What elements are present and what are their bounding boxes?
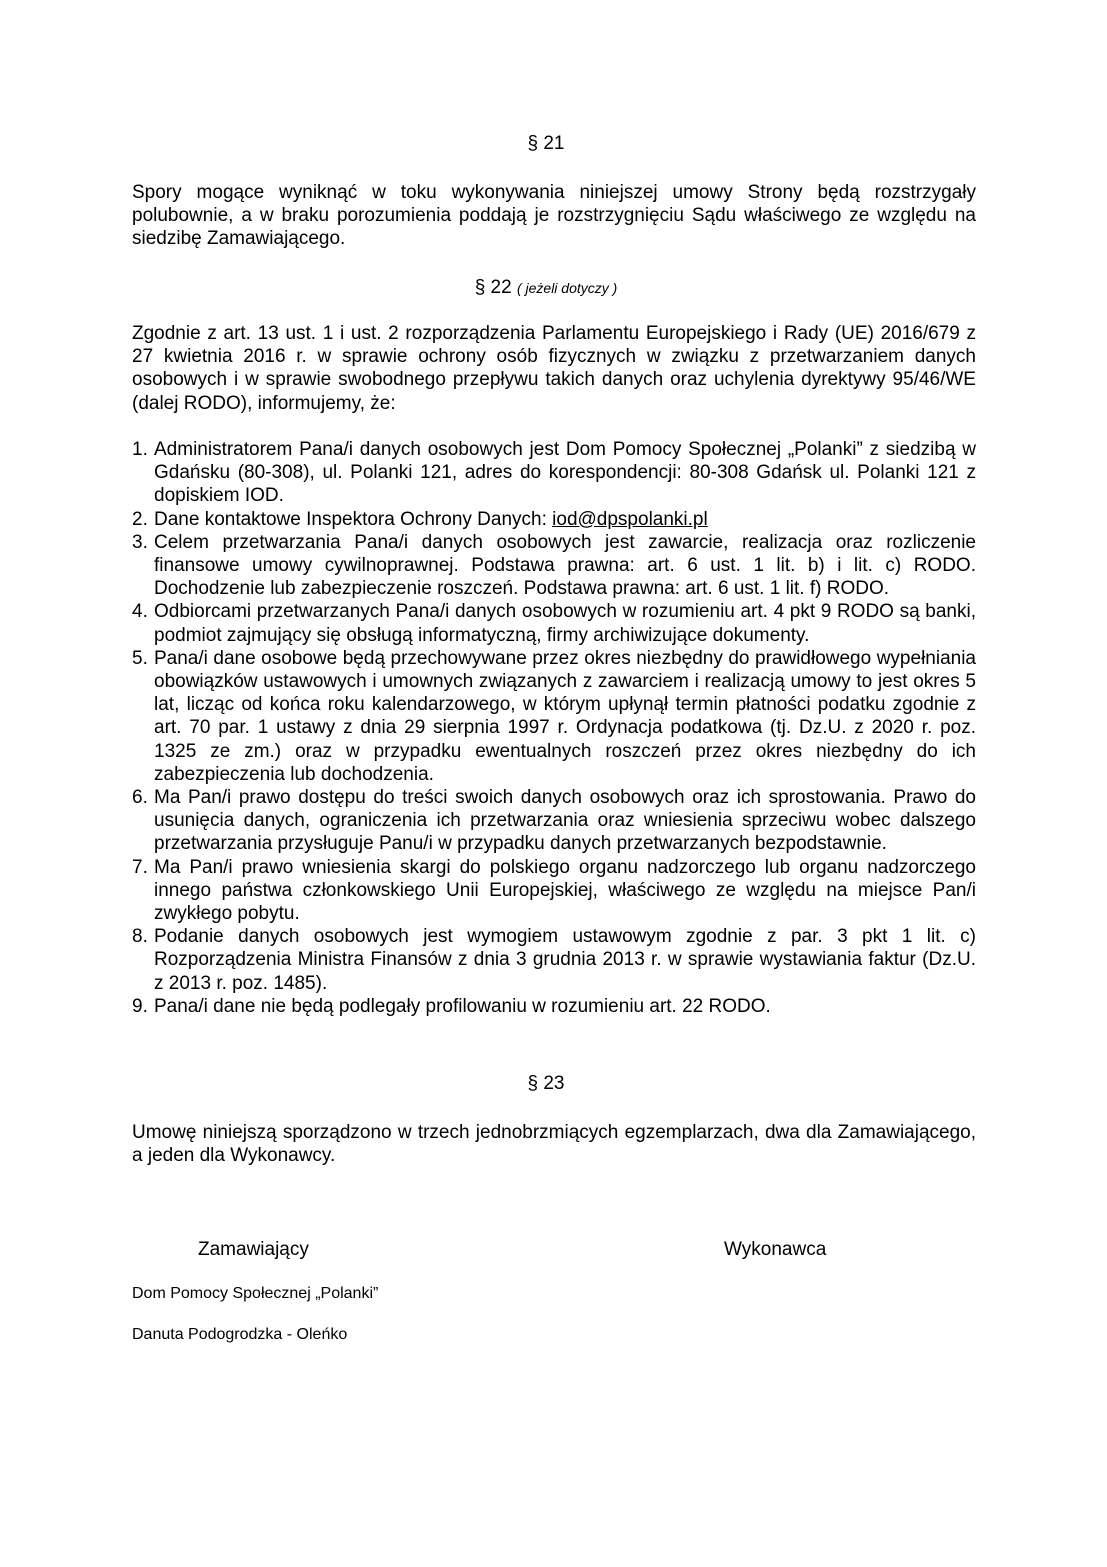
list-item-number: 2. xyxy=(132,508,148,530)
list-item xyxy=(132,647,976,786)
list-item-text: Celem przetwarzania Pana/i danych osobowych jest zawarcie, realizacja oraz rozliczenie finansowe umowy cywilnoprawnej. Podstawa prawna: art. 6 ust. 1 lit. b) i lit. c) RODO. Dochodzenie lub zabezpieczenie roszczeń. Podstawa prawna: art. 6 ust. 1 lit. f) RODO. xyxy=(154,531,976,600)
list-item-number: 6. xyxy=(132,787,148,809)
list-item-text: Pana/i dane nie będą podlegały profilowaniu w rozumieniu art. 22 RODO. xyxy=(154,995,771,1017)
list-item-text: Dane kontaktowe Inspektora Ochrony Danych: xyxy=(154,508,553,530)
rodo-info-list xyxy=(132,438,976,1018)
list-item-text: Pana/i dane osobowe będą przechowywane przez okres niezbędny do prawidłowego wypełniania obowiązków ustawowych i umownych związanych z zawarciem i realizacją umowy to jest okres 5 lat, licząc od końca roku kalendarzowego, w którym upłynął termin płatności podatku zgodnie z art. 70 par. 1 ustawy z dnia 29 sierpnia 1997 r. Ordynacja podatkowa (tj. Dz.U. z 2020 r. poz. 1325 ze zm.) oraz w przypadku ewentualnych roszczeń przez okres niezbędny do ich zabezpieczenia lub dochodzenia. xyxy=(154,647,976,785)
list-item xyxy=(132,995,976,1018)
section-22-heading xyxy=(0,276,1092,300)
list-item xyxy=(132,786,976,856)
section-22-note: ( jeżeli dotyczy ) xyxy=(516,280,618,296)
iod-email-link[interactable]: iod@dpspolanki.pl xyxy=(552,508,708,530)
section-21-text: Spory mogące wyniknąć w toku wykonywania niniejszej umowy Strony będą rozstrzygały polubownie, a w braku porozumienia poddają je rozstrzygnięciu Sądu właściwego ze względu na siedzibę Zamawiającego. xyxy=(132,182,976,250)
list-item-number: 4. xyxy=(132,601,148,623)
list-item-number: 3. xyxy=(132,531,148,553)
section-23-heading-text: § 23 xyxy=(527,1073,565,1094)
list-item-text: Odbiorcami przetwarzanych Pana/i danych osobowych w rozumieniu art. 4 pkt 9 RODO są banki, podmiot zajmujący się obsługą informatyczną, firmy archiwizujące dokumenty. xyxy=(154,601,976,646)
section-21-heading xyxy=(0,132,1092,156)
list-item xyxy=(132,925,976,995)
list-item-number: 1. xyxy=(132,439,148,460)
list-item-text: Ma Pan/i prawo dostępu do treści swoich danych osobowych oraz ich sprostowania. Prawo do usunięcia danych, ograniczenia ich przetwarzania oraz wniesienia sprzeciwu wobec dalszego przetwarzania przysługuje Panu/i w przypadku danych przetwarzanych bezpodstawnie. xyxy=(154,787,976,855)
section-23-text: Umowę niniejszą sporządzono w trzech jednobrzmiących egzemplarzach, dwa dla Zamawiającego, a jeden dla Wykonawcy. xyxy=(132,1122,976,1167)
list-item xyxy=(132,531,976,601)
signature-left-label: Zamawiający xyxy=(198,1239,309,1260)
list-item-number: 7. xyxy=(132,856,148,878)
list-item-text: Ma Pan/i prawo wniesienia skargi do polskiego organu nadzorczego lub organu nadzorczego innego państwa członkowskiego Unii Europejskiej, właściwego ze względu na miejsce Pan/i zwykłego pobytu. xyxy=(154,856,976,925)
signature-right-label: Wykonawca xyxy=(724,1239,827,1260)
list-item xyxy=(132,438,976,508)
organization-name: Dom Pomocy Społecznej „Polanki” xyxy=(132,1285,379,1302)
section-22-intro: Zgodnie z art. 13 ust. 1 i ust. 2 rozporządzenia Parlamentu Europejskiego i Rady (UE) 2016/679 z 27 kwietnia 2016 r. w sprawie ochrony osób fizycznych w związku z przetwarzaniem danych osobowych i w sprawie swobodnego przepływu takich danych oraz uchylenia dyrektywy 95/46/WE (dalej RODO), informujemy, że: xyxy=(132,323,976,414)
list-item-number: 8. xyxy=(132,926,148,948)
list-item-text: Administratorem Pana/i danych osobowych jest Dom Pomocy Społecznej „Polanki” z siedzibą w Gdańsku (80-308), ul. Polanki 121, adres do korespondencji: 80-308 Gdańsk ul. Polanki 121 z dopiskiem IOD. xyxy=(154,439,976,507)
section-21-heading-text: § 21 xyxy=(527,133,565,154)
section-23-heading xyxy=(0,1072,1092,1096)
list-item xyxy=(132,508,976,531)
list-item xyxy=(132,600,976,646)
list-item xyxy=(132,856,976,926)
section-22-heading-text: § 22 xyxy=(474,277,512,298)
list-item-text: Podanie danych osobowych jest wymogiem ustawowym zgodnie z par. 3 pkt 1 lit. c) Rozporządzenia Ministra Finansów z dnia 3 grudnia 2013 r. w sprawie wystawiania faktur (Dz.U. z 2013 r. poz. 1485). xyxy=(154,926,976,994)
signatory-name: Danuta Podogrodzka - Oleńko xyxy=(132,1326,348,1343)
list-item-number: 5. xyxy=(132,647,148,669)
list-item-number: 9. xyxy=(132,995,148,1017)
